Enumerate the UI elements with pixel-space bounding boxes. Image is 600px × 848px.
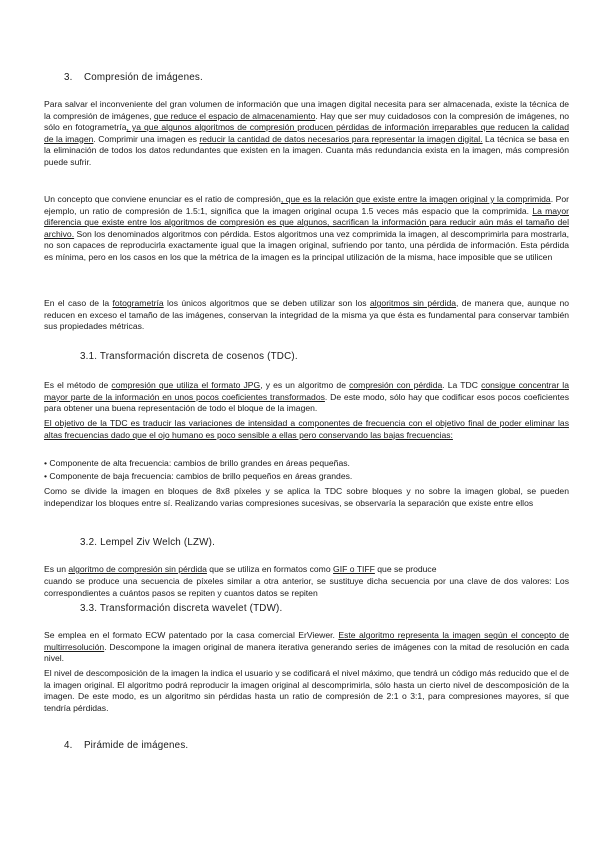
- text-run: . Descompone la imagen original de manera iterativa generando series de imágenes con la mitad de resolución en cada nivel.: [44, 641, 569, 663]
- underlined-text: fotogrametría: [112, 298, 164, 308]
- text-run: que se produce: [374, 564, 437, 574]
- underlined-text: compresión que utiliza el formato JPG: [111, 380, 261, 390]
- section-title: Pirámide de imágenes.: [83, 740, 189, 751]
- underlined-text: La mayor diferencia que existe entre los algoritmos de compresión es que algunos, sacrifican la información para reducir aún más el tamaño del archivo.: [44, 205, 569, 239]
- underlined-text: Este algoritmo representa la imagen según el concepto de multirresolución: [44, 630, 569, 652]
- section-3-2-heading: 3.2. Lempel Ziv Welch (LZW).: [80, 537, 215, 548]
- text-run: que se utiliza en formatos como: [206, 564, 334, 574]
- text-run: , de manera que, aunque no reducen en exceso el tamaño de las imágenes, conservan la integridad de la misma ya que ésta es fundamental para conservar también sus propiedades métricas.: [44, 298, 570, 331]
- paragraph-lzw-intro: [44, 564, 569, 576]
- text-run: Son los denominados algoritmos con pérdida. Estos algoritmos una vez comprimida la imagen, al descomprimirla para mostrarla, no son capaces de reproducirla exactamente igual que la imagen original, sufriendo por tanto, una pérdida de información. Esta pérdida es mínima, pero en los casos en los que la métrica de la imagen es la principal utilización de la misma, hace imposible que se utilicen: [44, 228, 569, 262]
- paragraph-tdw-intro: [44, 630, 569, 665]
- paragraph-tdc-method: [44, 380, 569, 415]
- section-title: Compresión de imágenes.: [83, 72, 203, 83]
- text-run: Es el método de: [44, 380, 112, 390]
- underlined-text: que reduce el espacio de almacenamiento: [153, 110, 316, 121]
- list-item-high-frequency: [44, 458, 350, 470]
- paragraph-tdc-objective: [44, 418, 569, 441]
- paragraph-tdc-blocks: [44, 486, 569, 509]
- text-run: Para salvar el inconveniente del gran volumen de información que una imagen digital necesita para ser almacenada, existe la técnica de la compresión de imágenes,: [44, 99, 569, 121]
- paragraph-photogrammetry: [44, 298, 569, 333]
- underlined-text: , ya que algunos algoritmos de compresión producen pérdidas de información irreparables que reducen la calidad de la imagen: [44, 122, 569, 144]
- text-run: : cambios de brillo grandes en áreas pequeñas.: [168, 458, 350, 468]
- list-item-low-frequency: [44, 471, 352, 483]
- text-run: Un concepto que conviene enunciar es el ratio de compresión: [44, 194, 281, 204]
- text-run: En el caso de la: [44, 298, 113, 308]
- section-3-1-heading: 3.1. Transformación discreta de cosenos (TDC).: [80, 351, 298, 362]
- paragraph-tdw-levels: [44, 668, 569, 714]
- text-run: . Comprimir una imagen es: [93, 133, 200, 144]
- text-run: . La TDC: [442, 380, 482, 390]
- underlined-text: El objetivo de la TDC es traducir las variaciones de intensidad a componentes de frecuencia con el objetivo final de poder eliminar las altas frecuencias dado que el ojo humano es poco sensible a ellas pero conservando las bajas frecuencias:: [44, 418, 569, 440]
- text-run: cuando se produce una secuencia de píxeles similar a otra anterior, se sustituye dicha secuencia por una clave de dos valores: Los correspondientes a cuántos pasos se repiten y cuantos datos se repiten: [44, 576, 569, 598]
- underlined-text: Componente de baja frecuencia: [49, 471, 172, 481]
- text-run: •: [44, 458, 50, 468]
- section-3-heading: [64, 72, 203, 83]
- section-number: 3.: [64, 72, 73, 83]
- underlined-text: reducir la cantidad de datos necesarios para representar la imagen digital.: [199, 133, 483, 144]
- underlined-text: compresión con pérdida: [349, 380, 443, 390]
- paragraph-compression-ratio: [44, 194, 569, 263]
- section-3-3-heading: 3.3. Transformación discreta wavelet (TDW).: [80, 603, 283, 614]
- underlined-text: Componente de alta frecuencia: [49, 458, 169, 468]
- paragraph-lzw-detail: [44, 576, 569, 599]
- underlined-text: GIF o TIFF: [333, 564, 375, 574]
- text-run: Como se divide la imagen en bloques de 8x8 píxeles y se aplica la TDC sobre bloques y no sobre la imagen global, se pueden independizar los bloques entre sí. Realizando varias compresiones sucesivas, se observaría la separación que existe entre ellos: [44, 486, 569, 508]
- text-run: . De este modo, sólo hay que codificar esos pocos coeficientes para obtener una buena representación de todo el bloque de la imagen.: [44, 391, 569, 413]
- text-run: : cambios de brillo pequeños en áreas grandes.: [171, 471, 353, 481]
- text-run: los únicos algoritmos que se deben utilizar son los: [163, 298, 370, 308]
- section-4-heading: [64, 740, 188, 751]
- text-run: El nivel de descomposición de la imagen la indica el usuario y se codificará el nivel máximo, que tendrá un código más reducido que el de la imagen original. El algoritmo podrá reproducir la imagen original al descomprimirla, sólo hasta un cierto nivel de descomposición de la imagen. De este modo, es un algoritmo sin pérdidas hasta un ratio de compresión de 2:1 o 3:1, para compresiones mayores, sí que tendría pérdidas.: [44, 668, 569, 713]
- text-run: •: [44, 471, 50, 481]
- underlined-text: , que es la relación que existe entre la imagen original y la comprimida: [280, 194, 551, 204]
- text-run: Se emplea en el formato ECW patentado por la casa comercial ErViewer.: [44, 630, 339, 640]
- text-run: Es un: [44, 564, 69, 574]
- section-number: 4.: [64, 740, 73, 751]
- text-run: , y es un algoritmo de: [260, 380, 350, 390]
- underlined-text: algoritmos sin pérdida: [369, 298, 457, 308]
- text-run: . Hay que ser muy cuidadosos con la compresión de imágenes, no sólo en fotogrametría: [44, 110, 570, 132]
- underlined-text: consigue concentrar la mayor parte de la información en unos pocos coeficientes transformados: [44, 380, 569, 402]
- text-run: . Por ejemplo, un ratio de compresión de 1.5:1, significa que la imagen original ocupa 1.5 veces más espacio que la comprimida.: [44, 194, 569, 216]
- underlined-text: algoritmo de compresión sin pérdida: [68, 564, 207, 574]
- text-run: La técnica se basa en la eliminación de todos los datos redundantes que existen en la imagen. Cuanta más redundancia exista en la imagen, más compresión puede sufrir.: [44, 133, 569, 167]
- paragraph-intro: [44, 99, 569, 168]
